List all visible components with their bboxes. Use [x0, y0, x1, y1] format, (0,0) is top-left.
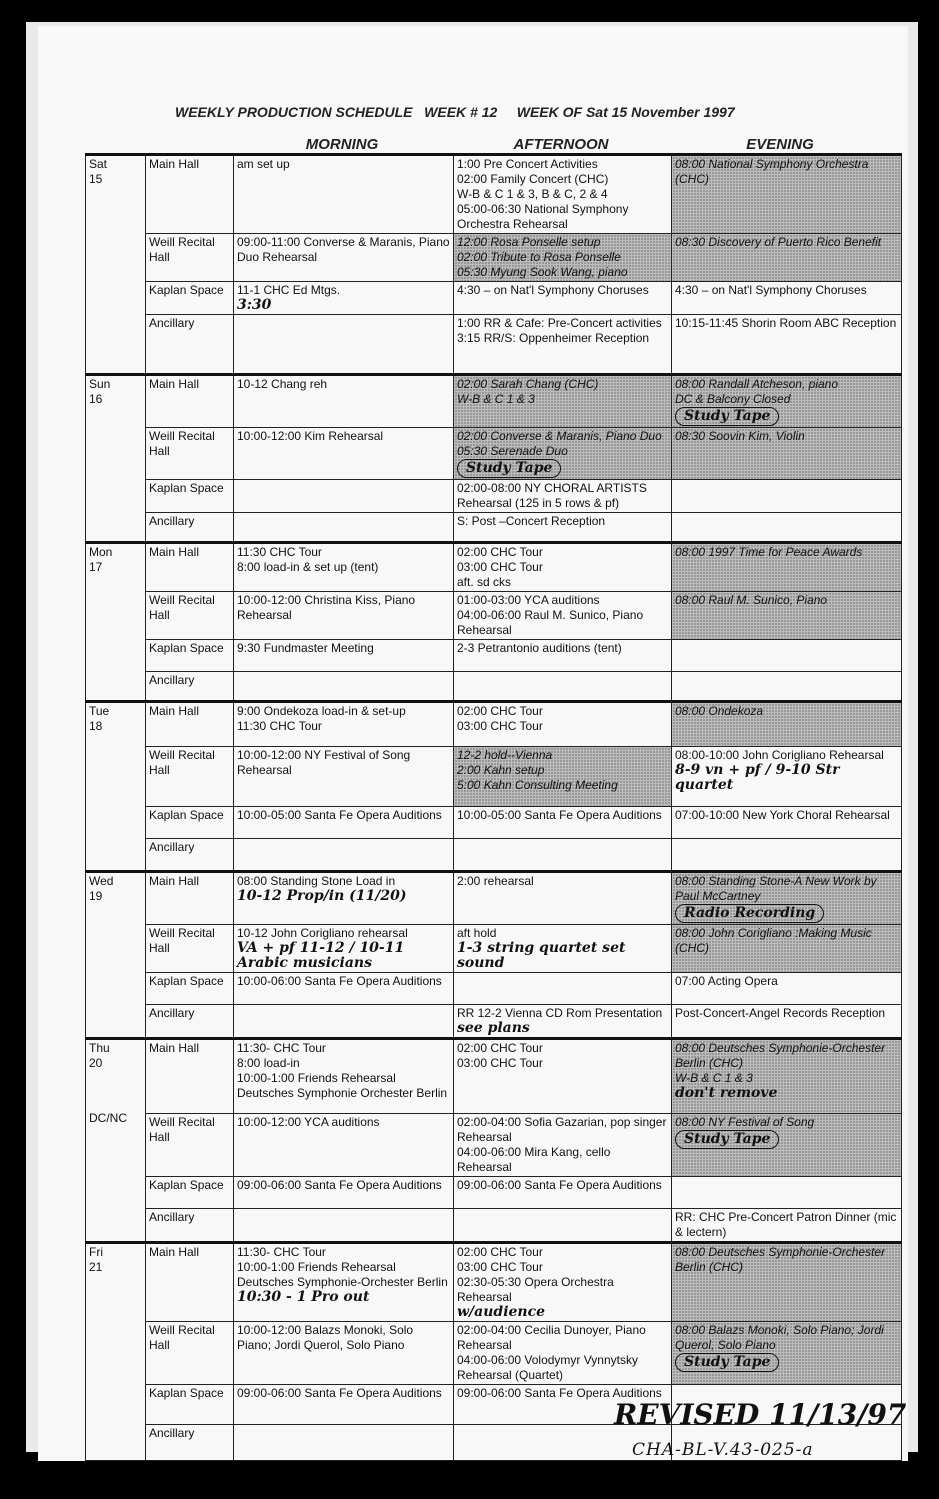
- schedule-entry: 10:00-12:00 Balazs Monoki, Solo Piano; Jordi Querol, Solo Piano: [237, 1323, 414, 1352]
- morning-header: MORNING: [305, 136, 379, 153]
- schedule-entry: 2:00 rehearsal: [457, 874, 534, 888]
- evening-cell: [672, 672, 902, 702]
- day-name: Thu: [89, 1041, 110, 1055]
- afternoon-cell: [454, 672, 672, 702]
- venue-cell: Ancillary: [146, 1425, 234, 1461]
- afternoon-cell: [454, 543, 672, 592]
- venue-cell: Main Hall: [146, 702, 234, 747]
- venue-cell: Weill Recital Hall: [146, 234, 234, 282]
- day-date: 20: [89, 1056, 103, 1070]
- schedule-entry: 1:00 RR & Cafe: Pre-Concert activities: [457, 316, 662, 330]
- morning-cell: [234, 543, 454, 592]
- schedule-entry: 05:30 Serenade Duo: [457, 444, 568, 458]
- afternoon-cell: [454, 155, 672, 234]
- schedule-row: [86, 1243, 902, 1322]
- schedule-row: [86, 1322, 902, 1385]
- afternoon-cell: [454, 1114, 672, 1177]
- schedule-entry: 10:00-05:00 Santa Fe Opera Auditions: [237, 808, 442, 822]
- schedule-entry: 10:00-12:00 Christina Kiss, Piano Rehearsal: [237, 593, 416, 622]
- schedule-row: [86, 925, 902, 973]
- venue-cell: Ancillary: [146, 839, 234, 872]
- venue-cell: Ancillary: [146, 1209, 234, 1243]
- afternoon-cell: [454, 480, 672, 513]
- morning-cell: [234, 702, 454, 747]
- schedule-entry: 08:00-10:00 John Corigliano Rehearsal: [675, 748, 884, 762]
- day-name: Mon: [89, 545, 113, 559]
- morning-cell: [234, 1322, 454, 1385]
- evening-cell: [672, 640, 902, 672]
- schedule-entry: aft. sd cks: [457, 575, 512, 589]
- evening-cell: [672, 543, 902, 592]
- day-name: Sun: [89, 377, 111, 391]
- day-cell: [86, 1243, 146, 1461]
- schedule-entry: 02:30-05:30 Opera Orchestra Rehearsal: [457, 1275, 614, 1304]
- schedule-row: [86, 234, 902, 282]
- schedule-entry: 07:00 Acting Opera: [675, 974, 778, 988]
- schedule-row: [86, 543, 902, 592]
- schedule-entry: 08:00 National Symphony Orchestra (CHC): [675, 157, 869, 186]
- handwritten-note: Study Tape: [684, 1354, 771, 1370]
- schedule-table: [85, 153, 902, 1461]
- day-name: Wed: [89, 874, 114, 888]
- schedule-entry: 11-1 CHC Ed Mtgs.: [237, 283, 341, 297]
- schedule-row: [86, 1209, 902, 1243]
- schedule-entry: 10:00-12:00 NY Festival of Song Rehearsal: [237, 748, 411, 777]
- evening-cell: [672, 807, 902, 839]
- schedule-row: [86, 592, 902, 640]
- schedule-entry: am set up: [237, 157, 290, 171]
- schedule-entry: 9:30 Fundmaster Meeting: [237, 641, 374, 655]
- afternoon-cell: [454, 839, 672, 872]
- schedule-row: [86, 315, 902, 375]
- venue-cell: Main Hall: [146, 375, 234, 428]
- afternoon-cell: [454, 973, 672, 1005]
- schedule-entry: 04:00-06:00 Mira Kang, cello Rehearsal: [457, 1145, 611, 1174]
- afternoon-cell: [454, 282, 672, 315]
- schedule-entry: 08:00 Balazs Monoki, Solo Piano; Jordi Querol, Solo Piano: [675, 1323, 884, 1352]
- handwritten-note: 1-3 string quartet set sound: [457, 940, 626, 971]
- circled-annotation: [675, 904, 824, 923]
- venue-cell: Kaplan Space: [146, 282, 234, 315]
- schedule-entry: 10:00-05:00 Santa Fe Opera Auditions: [457, 808, 662, 822]
- afternoon-cell: [454, 513, 672, 543]
- schedule-entry: W-B & C 1 & 3: [457, 392, 535, 406]
- schedule-entry: 03:00 CHC Tour: [457, 719, 543, 733]
- handwritten-note: Study Tape: [684, 408, 771, 424]
- schedule-entry: 5:00 Kahn Consulting Meeting: [457, 778, 618, 792]
- handwritten-note: 8-9 vn + pf / 9-10 Str quartet: [675, 762, 840, 793]
- morning-cell: [234, 315, 454, 375]
- afternoon-cell: [454, 1322, 672, 1385]
- evening-cell: [672, 1005, 902, 1039]
- evening-cell: [672, 1243, 902, 1322]
- morning-cell: [234, 592, 454, 640]
- schedule-row: [86, 839, 902, 872]
- afternoon-cell: [454, 428, 672, 480]
- schedule-entry: 10-12 Chang reh: [237, 377, 328, 391]
- schedule-entry: 2-3 Petrantonio auditions (tent): [457, 641, 622, 655]
- morning-cell: [234, 1385, 454, 1425]
- morning-cell: [234, 234, 454, 282]
- evening-cell: [672, 315, 902, 375]
- schedule-entry: 08:00 Deutsches Symphonie-Orchester Berlin (CHC): [675, 1245, 886, 1274]
- schedule-entry: Post-Concert-Angel Records Reception: [675, 1006, 886, 1020]
- venue-cell: Main Hall: [146, 543, 234, 592]
- schedule-entry: 03:00 CHC Tour: [457, 1056, 543, 1070]
- schedule-entry: 08:00 Randall Atcheson, piano: [675, 377, 839, 391]
- handwritten-note: don't remove: [675, 1085, 778, 1101]
- morning-cell: [234, 1114, 454, 1177]
- document-id: CHA-BL-V.43-025-a: [632, 1440, 814, 1460]
- afternoon-cell: [454, 807, 672, 839]
- handwritten-note: Study Tape: [684, 1131, 771, 1147]
- evening-cell: [672, 592, 902, 640]
- schedule-entry: 02:00 CHC Tour: [457, 1245, 543, 1259]
- handwritten-note: see plans: [457, 1020, 530, 1036]
- afternoon-cell: [454, 640, 672, 672]
- evening-cell: [672, 480, 902, 513]
- schedule-entry: 11:30 CHC Tour: [237, 719, 322, 733]
- morning-cell: [234, 513, 454, 543]
- day-cell: [86, 375, 146, 543]
- day-name: Fri: [89, 1245, 103, 1259]
- schedule-row: [86, 282, 902, 315]
- morning-cell: [234, 375, 454, 428]
- morning-cell: [234, 747, 454, 807]
- venue-cell: Kaplan Space: [146, 807, 234, 839]
- venue-cell: Weill Recital Hall: [146, 1114, 234, 1177]
- schedule-row: [86, 428, 902, 480]
- schedule-entry: RR: CHC Pre-Concert Patron Dinner (mic & lectern): [675, 1210, 897, 1239]
- schedule-entry: 08:00 John Corigliano :Making Music (CHC): [675, 926, 872, 955]
- evening-cell: [672, 1209, 902, 1243]
- schedule-entry: Deutsches Symphonie-Orchester Berlin: [237, 1275, 448, 1289]
- venue-cell: Weill Recital Hall: [146, 1322, 234, 1385]
- schedule-entry: 09:00-11:00 Converse & Maranis, Piano Duo Rehearsal: [237, 235, 450, 264]
- schedule-entry: 05:30 Myung Sook Wang, piano: [457, 265, 628, 279]
- venue-cell: Weill Recital Hall: [146, 925, 234, 973]
- schedule-entry: 02:00-04:00 Sofia Gazarian, pop singer Rehearsal: [457, 1115, 667, 1144]
- evening-cell: [672, 428, 902, 480]
- day-cell: [86, 155, 146, 375]
- morning-cell: [234, 1005, 454, 1039]
- schedule-entry: 2:00 Kahn setup: [457, 763, 545, 777]
- schedule-row: [86, 973, 902, 1005]
- venue-cell: Kaplan Space: [146, 973, 234, 1005]
- afternoon-cell: [454, 592, 672, 640]
- afternoon-cell: [454, 375, 672, 428]
- schedule-entry: 02:00 Family Concert (CHC): [457, 172, 609, 186]
- schedule-entry: 1:00 Pre Concert Activities: [457, 157, 598, 171]
- day-cell: [86, 1039, 146, 1243]
- schedule-entry: 02:00 CHC Tour: [457, 704, 543, 718]
- circled-annotation: [675, 1130, 779, 1149]
- schedule-entry: 04:00-06:00 Volodymyr Vynnytsky Rehearsal (Quartet): [457, 1353, 638, 1382]
- morning-cell: [234, 872, 454, 925]
- schedule-entry: 08:30 Soovin Kim, Violin: [675, 429, 805, 443]
- circled-annotation: [457, 459, 561, 478]
- schedule-entry: 01:00-03:00 YCA auditions: [457, 593, 600, 607]
- afternoon-cell: [454, 872, 672, 925]
- morning-cell: [234, 155, 454, 234]
- evening-cell: [672, 973, 902, 1005]
- morning-cell: [234, 282, 454, 315]
- morning-cell: [234, 1177, 454, 1209]
- evening-cell: [672, 513, 902, 543]
- schedule-entry: 08:00 Ondekoza: [675, 704, 764, 718]
- schedule-entry: 4:30 – on Nat'l Symphony Choruses: [675, 283, 867, 297]
- day-cell: [86, 543, 146, 702]
- circled-annotation: [675, 1353, 779, 1372]
- schedule-row: [86, 513, 902, 543]
- schedule-entry: 08:00 NY Festival of Song: [675, 1115, 815, 1129]
- schedule-row: [86, 747, 902, 807]
- morning-cell: [234, 807, 454, 839]
- evening-cell: [672, 375, 902, 428]
- schedule-entry: W-B & C 1 & 3: [675, 1071, 753, 1085]
- venue-cell: Ancillary: [146, 513, 234, 543]
- schedule-entry: 3:15 RR/S: Oppenheimer Reception: [457, 331, 650, 345]
- schedule-row: [86, 155, 902, 234]
- venue-cell: Kaplan Space: [146, 1385, 234, 1425]
- schedule-entry: DC & Balcony Closed: [675, 392, 791, 406]
- day-name: Sat: [89, 157, 108, 171]
- handwritten-note: Radio Recording: [684, 905, 816, 921]
- schedule-entry: 04:00-06:00 Raul M. Sunico, Piano Rehearsal: [457, 608, 644, 637]
- morning-cell: [234, 480, 454, 513]
- evening-cell: [672, 1114, 902, 1177]
- schedule-entry: 08:00 Raul M. Sunico, Piano: [675, 593, 828, 607]
- handwritten-note: 10-12 Prop/in (11/20): [237, 888, 407, 904]
- day-date: 18: [89, 719, 103, 733]
- afternoon-header: AFTERNOON: [513, 136, 609, 153]
- schedule-entry: 10:00-06:00 Santa Fe Opera Auditions: [237, 974, 442, 988]
- day-cell: [86, 872, 146, 1039]
- venue-cell: Main Hall: [146, 872, 234, 925]
- evening-cell: [672, 702, 902, 747]
- evening-cell: [672, 839, 902, 872]
- evening-header: EVENING: [746, 136, 814, 153]
- schedule-row: [86, 480, 902, 513]
- day-cell: [86, 702, 146, 872]
- schedule-entry: 8:00 load-in & set up (tent): [237, 560, 379, 574]
- schedule-entry: 02:00 Tribute to Rosa Ponselle: [457, 250, 621, 264]
- schedule-entry: 02:00 CHC Tour: [457, 545, 543, 559]
- venue-cell: Weill Recital Hall: [146, 428, 234, 480]
- afternoon-cell: [454, 234, 672, 282]
- schedule-row: [86, 1039, 902, 1114]
- afternoon-cell: [454, 1177, 672, 1209]
- schedule-row: [86, 1114, 902, 1177]
- afternoon-cell: [454, 702, 672, 747]
- schedule-entry: 09:00-06:00 Santa Fe Opera Auditions: [237, 1178, 442, 1192]
- handwritten-note: 3:30: [237, 297, 272, 313]
- schedule-entry: aft hold: [457, 926, 497, 940]
- venue-cell: Main Hall: [146, 1039, 234, 1114]
- evening-cell: [672, 747, 902, 807]
- venue-cell: Weill Recital Hall: [146, 747, 234, 807]
- morning-cell: [234, 973, 454, 1005]
- evening-cell: [672, 282, 902, 315]
- schedule-entry: 02:00 CHC Tour: [457, 1041, 543, 1055]
- evening-cell: [672, 872, 902, 925]
- morning-cell: [234, 839, 454, 872]
- schedule-row: [86, 672, 902, 702]
- schedule-entry: 9:00 Ondekoza load-in & set-up: [237, 704, 406, 718]
- day-date: 19: [89, 889, 103, 903]
- day-date: 16: [89, 392, 103, 406]
- schedule-entry: 07:00-10:00 New York Choral Rehearsal: [675, 808, 890, 822]
- schedule-entry: 02:00-04:00 Cecilia Dunoyer, Piano Rehearsal: [457, 1323, 646, 1352]
- schedule-entry: 09:00-06:00 Santa Fe Opera Auditions: [457, 1178, 662, 1192]
- venue-cell: Weill Recital Hall: [146, 592, 234, 640]
- schedule-entry: 4:30 – on Nat'l Symphony Choruses: [457, 283, 649, 297]
- evening-cell: [672, 1322, 902, 1385]
- morning-cell: [234, 1039, 454, 1114]
- schedule-entry: W-B & C 1 & 3, B & C, 2 & 4: [457, 187, 608, 201]
- morning-cell: [234, 672, 454, 702]
- afternoon-cell: [454, 747, 672, 807]
- schedule-entry: 10-12 John Corigliano rehearsal: [237, 926, 408, 940]
- revised-stamp: REVISED 11/13/97: [614, 1398, 907, 1431]
- morning-cell: [234, 1243, 454, 1322]
- schedule-entry: 12-2 hold--Vienna: [457, 748, 553, 762]
- schedule-entry: 10:00-12:00 Kim Rehearsal: [237, 429, 384, 443]
- day-date: 21: [89, 1260, 103, 1274]
- venue-cell: Kaplan Space: [146, 640, 234, 672]
- schedule-entry: 02:00 Sarah Chang (CHC): [457, 377, 599, 391]
- venue-cell: Kaplan Space: [146, 480, 234, 513]
- schedule-entry: S: Post –Concert Reception: [457, 514, 606, 528]
- schedule-entry: 10:15-11:45 Shorin Room ABC Reception: [675, 316, 897, 330]
- schedule-entry: 08:00 1997 Time for Peace Awards: [675, 545, 863, 559]
- evening-cell: [672, 155, 902, 234]
- day-note: DC/NC: [89, 1111, 127, 1125]
- afternoon-cell: [454, 925, 672, 973]
- schedule-row: [86, 1177, 902, 1209]
- handwritten-note: w/audience: [457, 1304, 546, 1320]
- evening-cell: [672, 1177, 902, 1209]
- afternoon-cell: [454, 1243, 672, 1322]
- morning-cell: [234, 428, 454, 480]
- schedule-entry: 08:00 Standing Stone-A New Work by Paul McCartney: [675, 874, 877, 903]
- schedule-entry: 08:00 Deutsches Symphonie-Orchester Berlin (CHC): [675, 1041, 886, 1070]
- schedule-entry: 09:00-06:00 Santa Fe Opera Auditions: [457, 1386, 662, 1400]
- schedule-row: [86, 872, 902, 925]
- day-date: 15: [89, 172, 103, 186]
- schedule-row: [86, 640, 902, 672]
- morning-cell: [234, 925, 454, 973]
- afternoon-cell: [454, 1209, 672, 1243]
- schedule-entry: 11:30- CHC Tour: [237, 1041, 326, 1055]
- morning-cell: [234, 1425, 454, 1461]
- schedule-entry: 05:00-06:30 National Symphony Orchestra Rehearsal: [457, 202, 629, 231]
- schedule-entry: 10:00-12:00 YCA auditions: [237, 1115, 380, 1129]
- schedule-entry: 8:00 load-in: [237, 1056, 300, 1070]
- schedule-entry: 08:30 Discovery of Puerto Rico Benefit: [675, 235, 882, 249]
- evening-cell: [672, 1039, 902, 1114]
- schedule-entry: Deutsches Symphonie Orchester Berlin: [237, 1086, 448, 1100]
- schedule-row: [86, 1005, 902, 1039]
- schedule-entry: RR 12-2 Vienna CD Rom Presentation: [457, 1006, 663, 1020]
- schedule-entry: 11:30- CHC Tour: [237, 1245, 326, 1259]
- day-name: Tue: [89, 704, 110, 718]
- schedule-row: [86, 375, 902, 428]
- evening-cell: [672, 925, 902, 973]
- morning-cell: [234, 640, 454, 672]
- schedule-entry: 03:00 CHC Tour: [457, 560, 543, 574]
- schedule-entry: 08:00 Standing Stone Load in: [237, 874, 396, 888]
- schedule-entry: 09:00-06:00 Santa Fe Opera Auditions: [237, 1386, 442, 1400]
- schedule-entry: 02:00-08:00 NY CHORAL ARTISTS Rehearsal (125 in 5 rows & pf): [457, 481, 647, 510]
- schedule-row: [86, 807, 902, 839]
- afternoon-cell: [454, 1039, 672, 1114]
- venue-cell: Ancillary: [146, 672, 234, 702]
- handwritten-note: Study Tape: [466, 460, 553, 476]
- schedule-entry: 11:30 CHC Tour: [237, 545, 322, 559]
- morning-cell: [234, 1209, 454, 1243]
- day-date: 17: [89, 560, 103, 574]
- handwritten-note: 10:30 - 1 Pro out: [237, 1289, 370, 1305]
- schedule-entry: 10:00-1:00 Friends Rehearsal: [237, 1071, 396, 1085]
- evening-cell: [672, 234, 902, 282]
- schedule-entry: 03:00 CHC Tour: [457, 1260, 543, 1274]
- handwritten-note: VA + pf 11-12 / 10-11 Arabic musicians: [237, 940, 405, 971]
- schedule-entry: 02:00 Converse & Maranis, Piano Duo: [457, 429, 662, 443]
- afternoon-cell: [454, 315, 672, 375]
- schedule-row: [86, 702, 902, 747]
- schedule-entry: 10:00-1:00 Friends Rehearsal: [237, 1260, 396, 1274]
- schedule-title: WEEKLY PRODUCTION SCHEDULE WEEK # 12 WEEK OF Sat 15 November 1997: [175, 104, 735, 120]
- afternoon-cell: [454, 1005, 672, 1039]
- circled-annotation: [675, 407, 779, 426]
- venue-cell: Kaplan Space: [146, 1177, 234, 1209]
- venue-cell: Ancillary: [146, 315, 234, 375]
- venue-cell: Ancillary: [146, 1005, 234, 1039]
- schedule-entry: 12:00 Rosa Ponselle setup: [457, 235, 601, 249]
- venue-cell: Main Hall: [146, 1243, 234, 1322]
- venue-cell: Main Hall: [146, 155, 234, 234]
